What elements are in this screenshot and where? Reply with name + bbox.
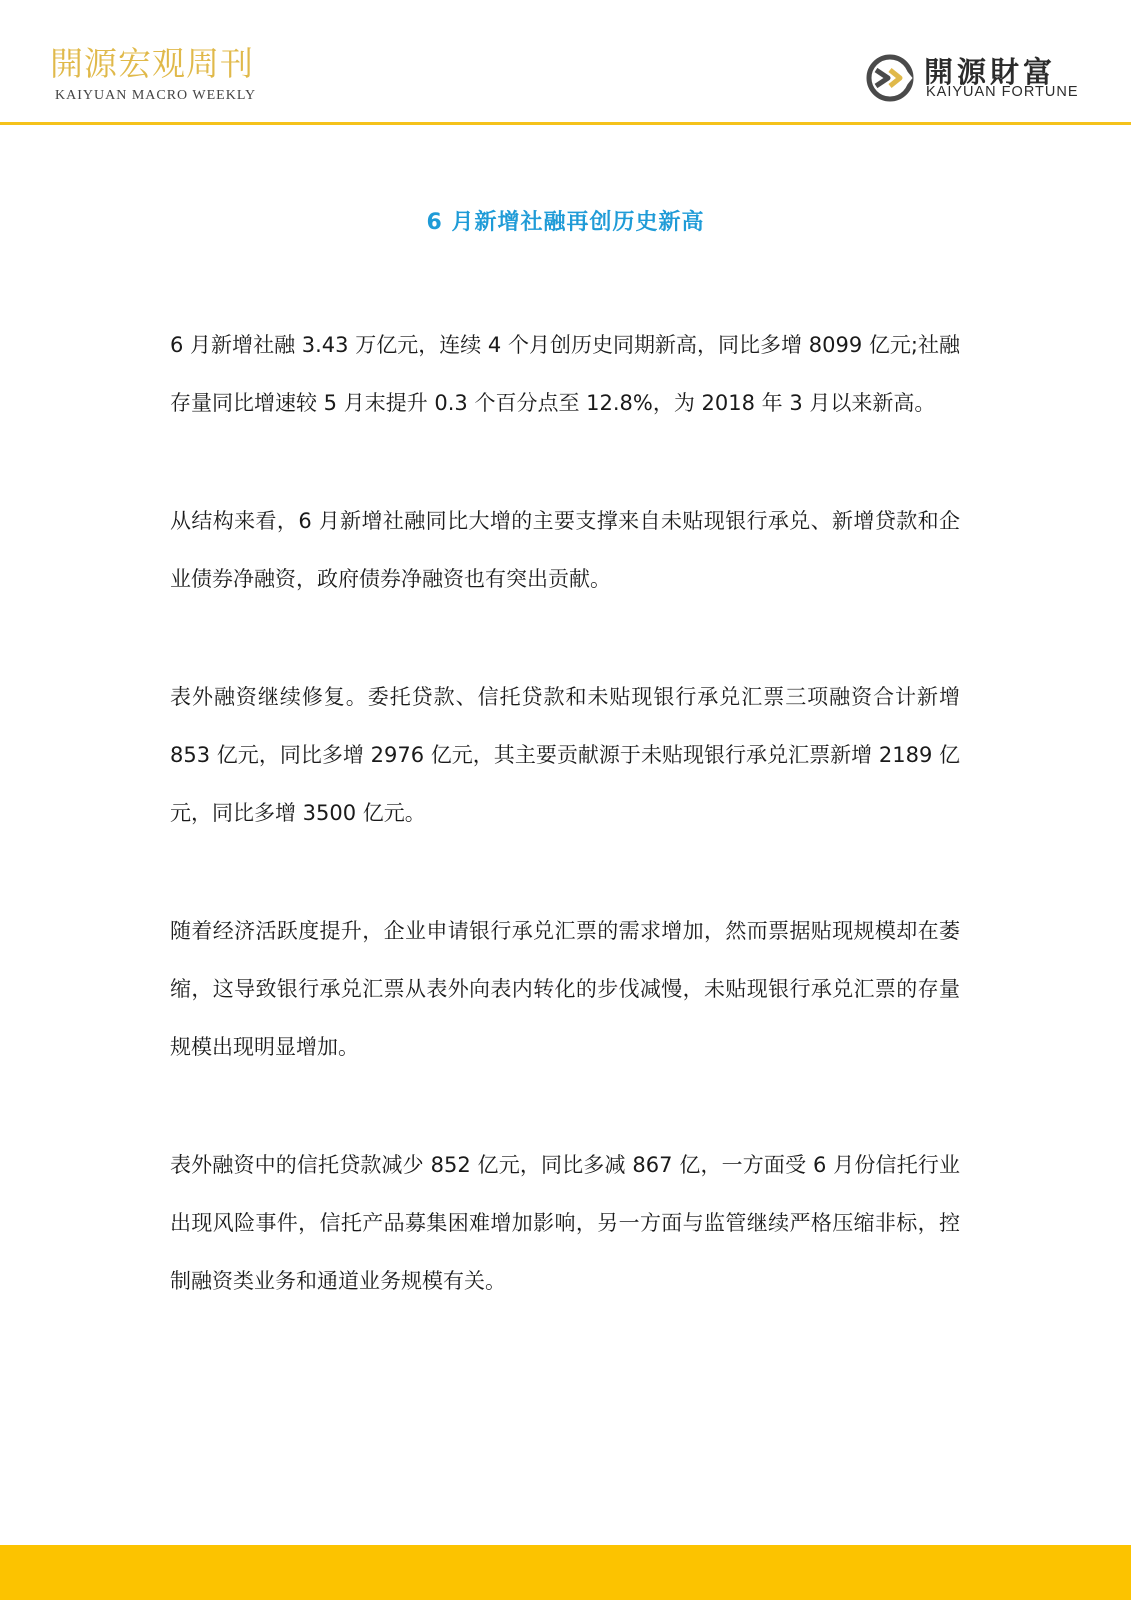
logo-chinese-name: 開源財富 [924,55,1057,89]
logo-english-name: KAIYUAN FORTUNE [926,84,1079,100]
paragraph-2: 从结构来看，6 月新增社融同比大增的主要支撑来自未贴现银行承兑、新增贷款和企业债券净融资，政府债券净融资也有突出贡献。 [170,509,960,591]
kaiyuan-logo-icon [866,50,916,104]
footer-bar [0,1545,1131,1600]
kaiyuan-logo [866,50,1096,108]
header-divider [0,122,1131,125]
article-title: 6 月新增社融再创历史新高 [426,210,705,235]
paragraph-1: 6 月新增社融 3.43 万亿元，连续 4 个月创历史同期新高，同比多增 8099 亿元;社融存量同比增速较 5 月末提升 0.3 个百分点至 12.8%，为 2018 年 3 月以来新高。 [170,333,960,415]
page-header [0,0,1131,124]
article-body [170,316,960,1370]
publication-subtitle: KAIYUAN MACRO WEEKLY [55,88,257,103]
paragraph-4: 随着经济活跃度提升，企业申请银行承兑汇票的需求增加，然而票据贴现规模却在萎缩，这导致银行承兑汇票从表外向表内转化的步伐减慢，未贴现银行承兑汇票的存量规模出现明显增加。 [170,919,960,1059]
publication-title: 開源宏观周刊 [50,44,254,83]
paragraph-3: 表外融资继续修复。委托贷款、信托贷款和未贴现银行承兑汇票三项融资合计新增 853 亿元，同比多增 2976 亿元，其主要贡献源于未贴现银行承兑汇票新增 2189 亿元，同比多增 3500 亿元。 [170,685,960,825]
paragraph-5: 表外融资中的信托贷款减少 852 亿元，同比多减 867 亿，一方面受 6 月份信托行业出现风险事件，信托产品募集困难增加影响，另一方面与监管继续严格压缩非标，控制融资类业务和通道业务规模有关。 [170,1153,960,1293]
